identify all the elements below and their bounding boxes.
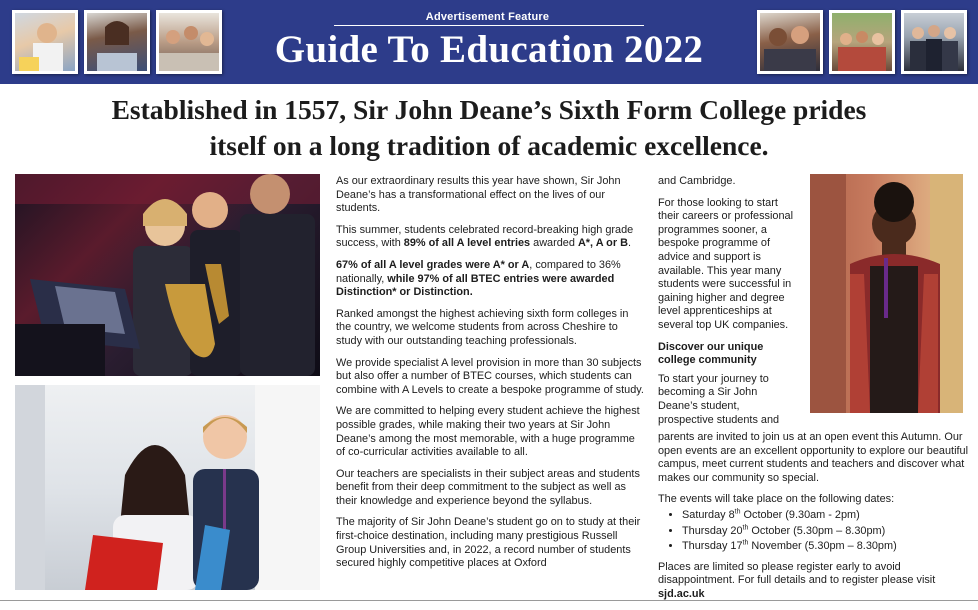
headline [20,92,958,164]
photo-saxophone-performance [15,174,320,376]
paragraph-commitment: We are committed to helping every student achieve the highest possible grades, while making their two years at Sir John Deane’s among the most memorable, with a huge programme of co-curricular activities available to all. [336,405,640,459]
paragraph-journey-start: To start your journey to becoming a Sir John Deane’s student, prospective students and [658,372,780,426]
banner [0,0,978,84]
paragraph-open-events: parents are invited to join us at an open event this Autumn. Our open events are an excellent opportunity to explore our beautiful campus, meet current students and teachers and discover what makes our community so special. [658,431,968,484]
paragraph-destinations-cont: and Cambridge. [658,175,736,187]
paragraph-closing: Places are limited so please register early to avoid disappointment. For full details and to register please visit sjd.ac.uk [658,560,936,600]
thumbnail-students-group [757,10,823,74]
thumbnail-students-outdoors [829,10,895,74]
event-item: • Thursday 20th October (5.30pm – 8.30pm) [682,525,968,539]
paragraph-grades: 67% of all A level grades were A* or A, compared to 36% nationally, while 97% of all BTEC entries were awarded Distinction* or Distinction. [336,258,621,299]
event-item: • Thursday 17th November (5.30pm – 8.30pm) [682,540,968,554]
photo-two-students [15,385,320,590]
headline-line-2: itself on a long tradition of academic excellence. [209,130,769,161]
banner-title: Guide To Education 2022 [274,28,704,71]
thumbnail-classroom [156,10,222,74]
events-list [658,509,968,554]
website-link[interactable]: sjd.ac.uk [658,587,705,600]
thumbnail-staff-group [901,10,967,74]
subheading-community: Discover our unique college community [658,340,764,367]
paragraph-ranking: Ranked amongst the highest achieving sixth form colleges in the country, we welcome students from across Cheshire to study with our outstanding teaching professionals. [336,307,629,347]
article-column-2-wide [658,431,968,610]
event-item: • Saturday 8th October (9.30am - 2pm) [682,509,968,523]
headline-line-1: Established in 1557, Sir John Deane’s Sixth Form College prides [111,94,867,125]
advertisement-kicker: Advertisement Feature [425,11,550,23]
article-column-2 [658,175,798,427]
photo-student-portrait [810,174,963,413]
article-column-1 [336,175,644,579]
paragraph-teachers: Our teachers are specialists in their subject areas and students benefit from their deep commitment to the subject as well as their knowledge and experience beyond the syllabus. [336,467,640,507]
thumbnail-student-writing [12,10,78,74]
paragraph-intro: As our extraordinary results this year have shown, Sir John Deane’s has a transformational effect on the lives of our students. [336,175,621,215]
events-intro: The events will take place on the following dates: [658,493,895,506]
bottom-border [0,600,978,601]
paragraph-destinations: The majority of Sir John Deane’s student go on to study at their first-choice destination, including many prestigious Russell Group Universities and, in 2022, a record number of students secured highly competitive places at Oxford [336,516,641,570]
paragraph-careers: For those looking to start their careers or professional programmes sooner, a bespoke programme of advice and support is available. This year many students were successful in gaining higher and degree level apprenticeships at several top UK companies. [658,196,793,331]
paragraph-results: This summer, students celebrated record-breaking high grade success, with 89% of all A level entries awarded A*, A or B. [336,223,634,250]
paragraph-provision: We provide specialist A level provision in more than 30 subjects but also offer a number of BTEC courses, which students can combine with A Levels to create a bespoke programme of study. [336,356,644,396]
banner-divider [334,25,644,26]
thumbnail-student-laptop [84,10,150,74]
